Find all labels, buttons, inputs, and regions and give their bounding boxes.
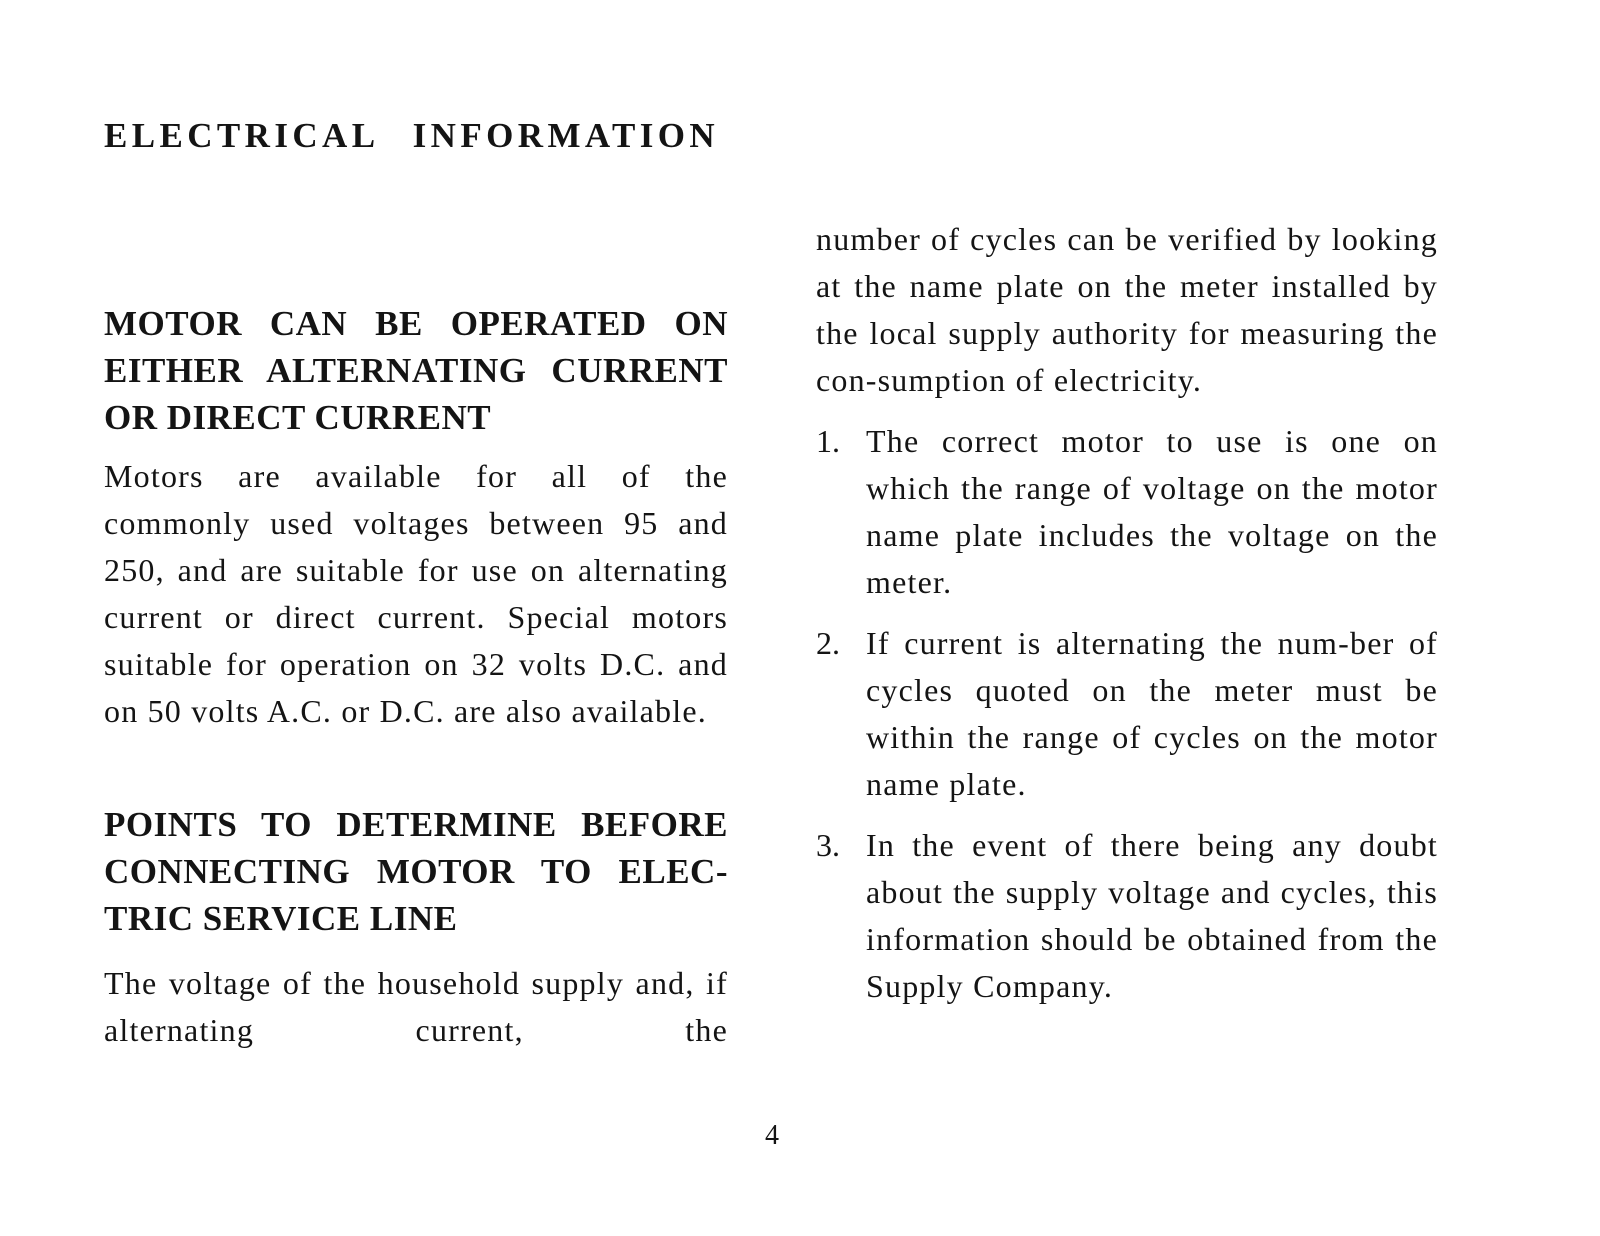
left-column — [104, 300, 728, 1054]
page-number: 4 — [765, 1120, 779, 1151]
list-item — [816, 418, 1438, 606]
list-item — [816, 822, 1438, 1010]
step-number: 3. — [816, 827, 840, 863]
step-text: In the event of there being any doubt about the supply voltage and cycles, this information should be obtained from the Supply Company. — [866, 827, 1438, 1004]
motor-section-heading: MOTOR CAN BE OPERATED ON EITHER ALTERNATING CURRENT OR DIRECT CURRENT — [104, 304, 728, 437]
step-text: If current is alternating the num-ber of cycles quoted on the meter must be within the range of cycles on the motor name plate. — [866, 625, 1438, 802]
step-text: The correct motor to use is one on which the range of voltage on the motor name plate includes the voltage on the meter. — [866, 423, 1438, 600]
steps-list — [816, 418, 1438, 1010]
step-number: 1. — [816, 423, 840, 459]
page-title: ELECTRICAL INFORMATION — [104, 116, 720, 155]
step-number: 2. — [816, 625, 840, 661]
points-section-heading: POINTS TO DETERMINE BEFORE CONNECTING MOTOR TO ELEC-TRIC SERVICE LINE — [104, 805, 728, 938]
motor-section-paragraph: Motors are available for all of the commonly used voltages between 95 and 250, and are suitable for use on alternating current or direct current. Special motors suitable for operation on 32 volts D.C. and on 50 volts A.C. or D.C. are also available. — [104, 458, 728, 729]
points-section-paragraph-start: The voltage of the household supply and, if alternating current, the — [104, 965, 728, 1048]
points-section-paragraph-continued: number of cycles can be verified by looking at the name plate on the meter installed by the local supply authority for measuring the con-sumption of electricity. — [816, 221, 1438, 398]
right-column — [816, 216, 1438, 1010]
list-item — [816, 620, 1438, 808]
